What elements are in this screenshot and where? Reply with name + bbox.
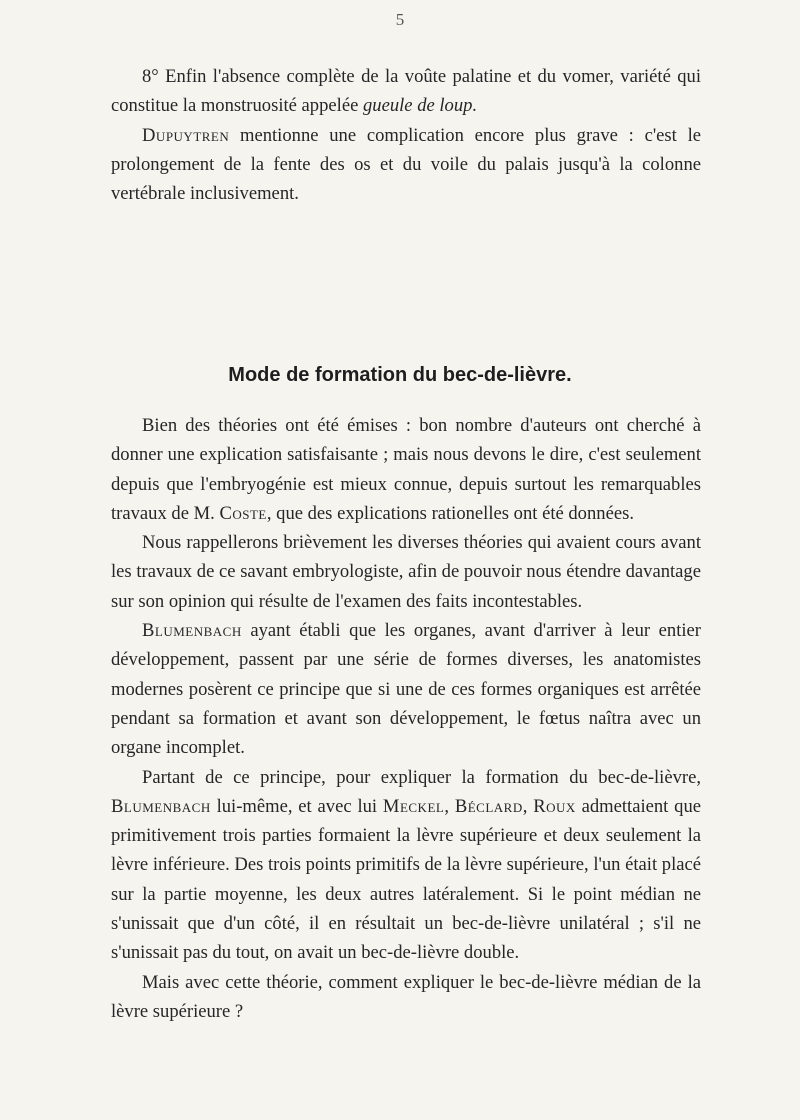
- author-name: Coste: [219, 502, 267, 524]
- author-name: Blumenbach: [111, 795, 211, 817]
- author-name: Dupuytren: [142, 124, 230, 146]
- paragraph-theories: [111, 411, 701, 528]
- page-number: 5: [395, 10, 405, 29]
- paragraph-dupuytren: [111, 121, 701, 209]
- p5-text: ayant établi que les organes, avant d'arriver à leur entier développement, passent par une série de formes diverses, les anatomistes modernes posèrent ce principe que si une de ces formes organiques est arrêtée pendant sa formation et avant son développement, le fœtus naîtra avec un organe incomplet.: [111, 620, 701, 759]
- p2-text: mentionne une complication encore plus grave : c'est le prolongement de la fente des os et du voile du palais jusqu'à la colonne vertébrale inclusivement.: [111, 124, 701, 205]
- paragraph-blumenbach: [111, 616, 701, 762]
- section-heading: Mode de formation du bec-de-lièvre.: [228, 364, 572, 386]
- author-name: Roux: [533, 795, 576, 817]
- author-name: Meckel: [382, 795, 445, 817]
- p3-text-a: Bien des théories ont été émises : bon nombre d'auteurs ont cherché à donner une explication satisfaisante ; mais nous devons le dire, c'est seulement depuis que l'embryogénie est mieux connue, depuis surtout les remarquables travaux de M.: [111, 415, 701, 524]
- p1-text: 8° Enfin l'absence complète de la voûte palatine et du vomer, variété qui constitue la monstruosité appelée: [111, 66, 701, 117]
- paragraph-principle: [111, 763, 701, 968]
- p6-text-c: ,: [444, 795, 455, 817]
- p1-italic-term: gueule de loup.: [362, 95, 478, 117]
- intro-text: [111, 62, 701, 208]
- paragraph-question: Mais avec cette théorie, comment expliquer le bec-de-lièvre médian de la lèvre supérieure ?: [111, 971, 701, 1022]
- p3-text-b: , que des explications rationelles ont été données.: [266, 502, 634, 524]
- body-text: [111, 411, 701, 1026]
- paragraph-recall: Nous rappellerons brièvement les diverses théories qui avaient cours avant les travaux de ce savant embryologiste, afin de pouvoir nous étendre davantage sur son opinion qui résulte de l'examen des faits incontestables.: [111, 532, 701, 612]
- paragraph-item-8: [111, 62, 701, 121]
- p6-text-e: admettaient que primitivement trois parties formaient la lèvre supérieure et deux seulement la lèvre inférieure. Des trois points primitifs de la lèvre supérieure, l'un était placé sur la partie moyenne, les deux autres latéralement. Si le point médian ne s'unissait que d'un côté, il en résultait un bec-de-lièvre unilatéral ; s'il ne s'unissait pas du tout, on avait un bec-de-lièvre double.: [111, 795, 702, 964]
- p6-text-d: ,: [522, 795, 534, 817]
- author-name: Blumenbach: [142, 620, 242, 642]
- author-name: Béclard: [454, 795, 523, 817]
- p6-text-a: Partant de ce principe, pour expliquer la formation du bec-de-lièvre,: [142, 766, 701, 788]
- p6-text-b: lui-même, et avec lui: [210, 795, 383, 817]
